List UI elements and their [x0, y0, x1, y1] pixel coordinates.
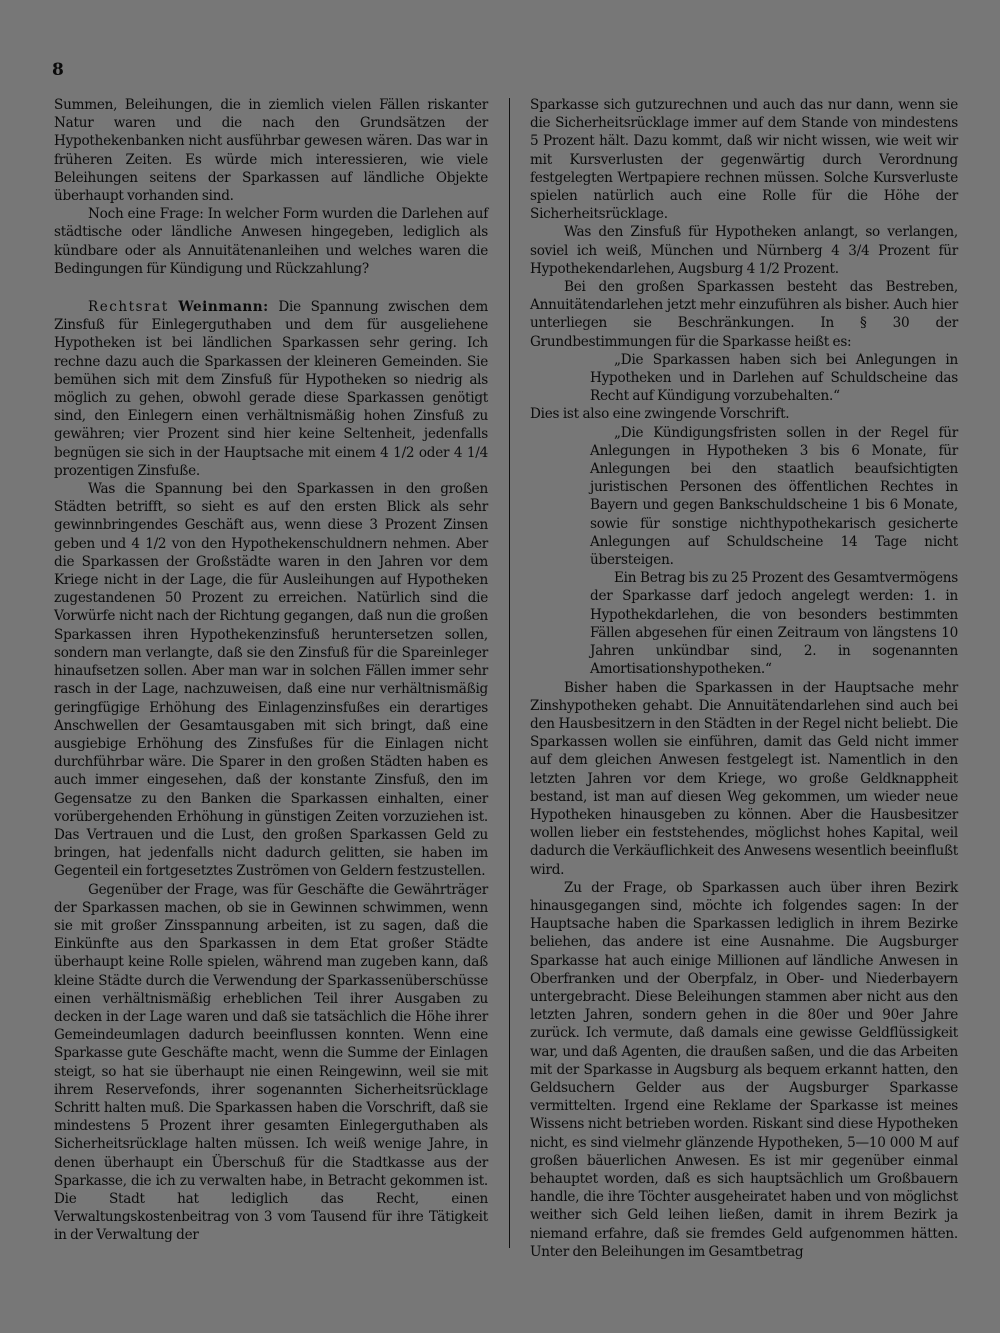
paragraph: Sparkasse sich gutzurechnen und auch das nur dann, wenn sie die Sicherheitsrücklage immer auf dem Stande von mindestens 5 Prozent hält. Dazu kommt, daß wir nicht wissen, wie weit wir mit Kursverlusten der gegenwärtig durch Verordnung festgelegten Wertpapiere rechnen müssen. Solche Kursverluste spielen natürlich auch eine Rolle für die Höhe der Sicherheitsrücklage.: [530, 97, 958, 223]
block-quote: „Die Kündigungsfristen sollen in der Regel für Anlegungen in Hypotheken 3 bis 6 Monate, für Anlegungen bei den staatlich beaufsichtigten juristischen Personen des öffentlichen Rechtes in Bayern und gegen Bankschuldscheine 1 bis 6 Monate, sowie für sonstige nichthypothekarisch gesicherte Anlegungen auf Schuldscheine 14 Tage nicht übersteigen.: [590, 424, 958, 569]
paragraph: Dies ist also eine zwingende Vorschrift.: [530, 406, 790, 423]
paragraph: Was den Zinsfuß für Hypotheken anlangt, so verlangen, soviel ich weiß, München und Nürnberg 4 3/4 Prozent für Hypothekendarlehen, Augsburg 4 1/2 Prozent.: [530, 224, 958, 277]
paragraph: Bei den großen Sparkassen besteht das Bestreben, Annuitätendarlehen jetzt mehr einzuführen als bisher. Auch hier unterliegen sie Beschränkungen. In § 30 der Grundbestimmungen für die Sparkasse heißt es:: [530, 279, 958, 350]
paragraph: Summen, Beleihungen, die in ziemlich vielen Fällen riskanter Natur waren und die nach den Grundsätzen der Hypothekenbanken nicht ausführbar gewesen wären. Das war in früheren Zeiten. Es würde mich interessieren, wie viele Beleihungen seitens der Sparkassen auf ländliche Objekte überhaupt vorhanden sind.: [54, 97, 488, 205]
block-quote: Ein Betrag bis zu 25 Prozent des Gesamtvermögens der Sparkasse darf jedoch angelegt werden: 1. in Hypothekdarlehen, die von besonders bestimmten Fällen abgesehen für einen Zeitraum von längstens 10 Jahren unkündbar sind, 2. in sogenannten Amortisationshypotheken.“: [590, 570, 958, 678]
paragraph: Noch eine Frage: In welcher Form wurden die Darlehen auf städtische oder ländliche Anwesen hingegeben, lediglich als kündbare oder als Annuitätenanleihen und welches waren die Bedingungen für Kündigung und Rückzahlung?: [54, 206, 488, 277]
left-column: [54, 96, 488, 1245]
page-number: 8: [52, 60, 64, 80]
block-quote: „Die Sparkassen haben sich bei Anlegungen in Hypotheken und in Darlehen auf Schuldscheine das Recht auf Kündigung vorzubehalten.“: [590, 351, 958, 405]
speaker-text: Die Spannung zwischen dem Zinsfuß für Einlegerguthaben und dem für ausgeliehene Hypotheken ist bei ländlichen Sparkassen sehr gering. Ich rechne dazu auch die Sparkassen der kleineren Gemeinden. Sie bemühen sich mit dem Zinsfuß für Hypotheken so niedrig als möglich zu gehen, obwohl gerade diese Sparkassen genötigt sind, den Einlegern einen verhältnismäßig hohen Zinsfuß zu gewähren; vier Prozent sind hier keine Seltenheit, jedenfalls begnügen sie sich in der Hauptsache mit einem 4 1/2 oder 4 1/4 prozentigen Zinsfuße.: [54, 299, 488, 479]
paragraph: Gegenüber der Frage, was für Geschäfte die Gewährträger der Sparkassen machen, ob sie in Gewinnen schwimmen, wenn sie mit großer Zinsspannung arbeiten, ist zu sagen, daß die Einkünfte aus den Sparkassen in dem Etat großer Städte überhaupt keine Rolle spielen, während man zugeben kann, daß kleine Städte durch die Verwendung der Sparkassenüberschüsse einen verhältnismäßig erheblichen Teil ihrer Ausgaben zu decken in der Lage waren und daß sie tatsächlich die Höhe ihrer Gemeindeumlagen dadurch beeinflussen konnten. Wenn eine Sparkasse gute Geschäfte macht, wenn die Summe der Einlagen steigt, so hat sie überhaupt nie einen Reingewinn, weil sie mit ihrem Reservefonds, ihrer sogenannten Sicherheitsrücklage Schritt halten muß. Die Sparkassen haben die Vorschrift, daß sie mindestens 5 Prozent ihrer gesamten Einlegerguthaben als Sicherheitsrücklage halten müssen. Ich weiß wenige Jahre, in denen überhaupt ein Überschuß für die Stadtkasse aus der Sparkasse, die ich zu verwalten habe, in Betracht gekommen ist. Die Stadt hat lediglich das Recht, einen Verwaltungskostenbeitrag von 3 vom Tausend für ihre Tätigkeit in der Verwaltung der: [54, 881, 488, 1244]
paragraph: Bisher haben die Sparkassen in der Hauptsache mehr Zinshypotheken gehabt. Die Annuitätendarlehen sind auch bei den Hausbesitzern in den Städten in der Regel nicht beliebt. Die Sparkassen wollen sie einführen, damit das Geld nicht immer auf dem gleichen Anwesen festgelegt ist. Namentlich in den letzten Jahren vor dem Kriege, wo große Geldknappheit bestand, ist man auf diesen Weg gekommen, um wieder neue Hypotheken hinausgeben zu können. Aber die Hausbesitzer wollen lieber ein feststehendes, möglichst hohes Kapital, weil dadurch die Verkäuflichkeit des Anwesens wesentlich beeinflußt wird.: [530, 679, 958, 878]
column-divider: [509, 98, 510, 1248]
speaker-paragraph: [54, 298, 488, 480]
speaker-title: Rechtsrat: [88, 299, 169, 316]
right-column: [530, 96, 958, 1261]
paragraph: Zu der Frage, ob Sparkassen auch über ihren Bezirk hinausgegangen sind, möchte ich folgendes sagen: In der Hauptsache haben die Sparkassen lediglich in ihrem Bezirke beliehen, das andere ist eine Ausnahme. Die Augsburger Sparkasse hat auch einige Millionen auf ländliche Anwesen in Oberfranken und der Oberpfalz, in Ober- und Niederbayern untergebracht. Diese Beleihungen stammen aber nicht aus den letzten Jahren, sondern gehen in die 80er und 90er Jahre zurück. Ich vermute, daß damals eine gewisse Geldflüssigkeit war, und daß Agenten, die draußen saßen, und die das Arbeiten mit der Sparkasse in Augsburg als bequem erkannt hatten, den Geldsuchern Gelder aus der Augsburger Sparkasse vermittelten. Irgend eine Reklame der Sparkasse ist meines Wissens nicht betrieben worden. Riskant sind diese Hypotheken nicht, es sind vielmehr glänzende Hypotheken, 5—10 000 M auf großen bäuerlichen Anwesen. Es ist mir gegenüber einmal behauptet worden, daß es sich hauptsächlich um Großbauern handle, die ihre Töchter ausgeheiratet haben und von möglichst weither sich Geld leihen ließen, damit in ihrem Bezirk ja niemand erfahre, daß sie fremdes Geld aufgenommen hätten. Unter den Beleihungen im Gesamtbetrag: [530, 879, 958, 1260]
paragraph: Was die Spannung bei den Sparkassen in den großen Städten betrifft, so sieht es auf den ersten Blick als sehr gewinnbringendes Geschäft aus, wenn diese 3 Prozent Zinsen geben und 4 1/2 von den Hypothekenschuldnern nehmen. Aber die Sparkassen der Großstädte waren in den Jahren vor dem Kriege nicht in der Lage, die für Ausleihungen auf Hypotheken zugestandenen 50 Prozent zu erreichen. Natürlich sind die Vorwürfe nicht nach der Richtung gegangen, daß nun die großen Sparkassen ihren Hypothekenzinsfuß heruntersetzen sollen, sondern man verlangte, daß sie den Zinsfuß für die Spareinleger hinaufsetzen sollen. Aber man war in solchen Fällen immer sehr rasch in der Lage, nachzuweisen, daß eine nur verhältnismäßig geringfügige Erhöhung des Einlagenzinsfußes ein derartiges Anschwellen der Gesamtausgaben mit sich bringt, daß eine ausgiebige Erhöhung des Zinsfußes für die Einlagen nicht durchführbar wäre. Die Sparer in den großen Städten haben es auch immer eingesehen, daß der konstante Zinsfuß, den im Gegensatze zu den Banken die Sparkassen einhalten, einer vorübergehenden Erhöhung in günstigen Zeiten vorzuziehen ist. Das Vertrauen und die Lust, den großen Sparkassen Geld zu bringen, hat jedenfalls nicht dadurch gelitten, sie haben im Gegenteil ein fortgesetztes Zuströmen von Geldern festzustellen.: [54, 481, 488, 880]
speaker-name: Weinmann:: [178, 299, 269, 316]
